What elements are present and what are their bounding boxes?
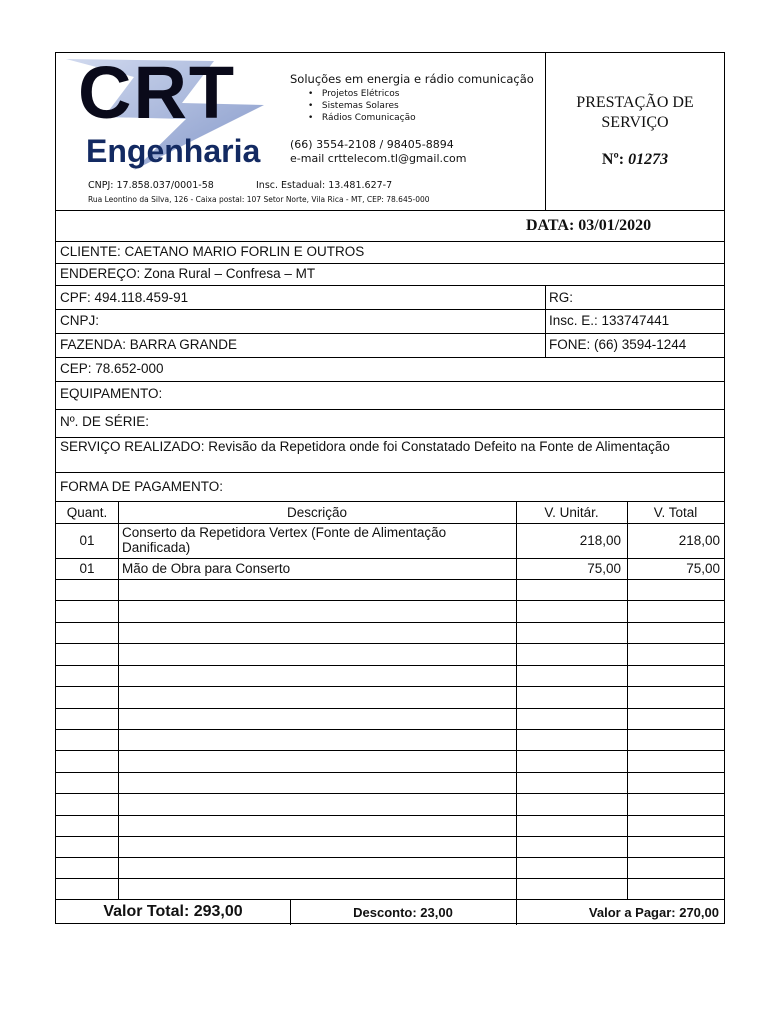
- client-fazenda: FAZENDA: BARRA GRANDE: [60, 337, 238, 352]
- row-line: [56, 309, 724, 310]
- row-line: [56, 333, 724, 334]
- service-bullet-1: • Projetos Elétricos: [308, 89, 400, 99]
- doc-number: [546, 151, 724, 169]
- row-line: [56, 409, 724, 410]
- company-tagline: Soluções em energia e rádio comunicação: [290, 72, 534, 86]
- company-email: e-mail crttelecom.tl@gmail.com: [290, 152, 467, 165]
- doc-title: [546, 93, 724, 133]
- valor-a-pagar: Valor a Pagar: 270,00: [588, 905, 719, 920]
- client-cnpj: CNPJ:: [60, 313, 100, 328]
- doc-title-line2: SERVIÇO: [601, 114, 669, 131]
- table-row-line: [56, 665, 724, 666]
- table-row-line: [56, 729, 724, 730]
- row-line: [56, 437, 724, 438]
- col-header-desc: Descrição: [286, 505, 348, 520]
- header-bottom-line: [56, 210, 724, 211]
- client-rg: RG:: [549, 290, 574, 305]
- table-row-line: [56, 815, 724, 816]
- row-unit: 218,00: [579, 533, 621, 548]
- row-line: [56, 285, 724, 286]
- company-cnpj: CNPJ: 17.858.037/0001-58: [88, 180, 214, 191]
- col-header-total: V. Total: [653, 505, 698, 520]
- table-row-line: [56, 750, 724, 751]
- row-line: [56, 241, 724, 242]
- table-row-line: [56, 579, 724, 580]
- table-row: [56, 558, 724, 579]
- client-address: ENDEREÇO: Zona Rural – Confresa – MT: [60, 266, 316, 281]
- row-line: [56, 263, 724, 264]
- client-name: CLIENTE: CAETANO MARIO FORLIN E OUTROS: [60, 244, 365, 259]
- row-desc: Mão de Obra para Conserto: [122, 561, 291, 576]
- doc-number-label: Nº:: [601, 151, 625, 168]
- client-fone: FONE: (66) 3594-1244: [549, 337, 687, 352]
- row-line: [56, 501, 724, 502]
- row-desc: Conserto da Repetidora Vertex (Fonte de Alimentação Danificada): [122, 525, 447, 555]
- table-row-line: [56, 878, 724, 879]
- table-row-line: [56, 622, 724, 623]
- service-bullet-2: • Sistemas Solares: [308, 101, 399, 111]
- client-pagamento: FORMA DE PAGAMENTO:: [60, 479, 224, 494]
- table-row-line: [56, 793, 724, 794]
- client-serie: Nº. DE SÉRIE:: [60, 414, 149, 429]
- doc-title-line1: PRESTAÇÃO DE: [576, 94, 694, 111]
- client-cep: CEP: 78.652-000: [60, 361, 164, 376]
- row-total: 75,00: [686, 561, 720, 576]
- logo-crt-text: CRT: [78, 51, 237, 134]
- service-bullet-3: • Rádios Comunicação: [308, 113, 416, 123]
- col-divider-desc: [516, 501, 517, 925]
- client-insc: Insc. E.: 133747441: [549, 313, 670, 328]
- service-form: [55, 52, 725, 924]
- col-divider-unit: [627, 501, 628, 899]
- doc-number-value: 01273: [628, 151, 669, 168]
- doc-date: DATA: 03/01/2020: [526, 217, 652, 234]
- company-insc-estadual: Insc. Estadual: 13.481.627-7: [256, 180, 393, 191]
- row-line: [56, 357, 724, 358]
- client-cpf: CPF: 494.118.459-91: [60, 290, 189, 305]
- table-totals-line: [56, 899, 724, 900]
- table-row-line: [56, 643, 724, 644]
- client-column-divider: [545, 285, 546, 357]
- table-row-line: [56, 857, 724, 858]
- table-row-line: [56, 708, 724, 709]
- client-equipamento: EQUIPAMENTO:: [60, 386, 163, 401]
- table-row-line: [56, 836, 724, 837]
- client-servico: SERVIÇO REALIZADO: Revisão da Repetidora onde foi Constatado Defeito na Fonte de Alimentação: [60, 439, 670, 454]
- desconto: Desconto: 23,00: [353, 905, 453, 920]
- row-line: [56, 472, 724, 473]
- col-header-unit: V. Unitár.: [544, 505, 599, 520]
- row-total: 218,00: [678, 533, 720, 548]
- company-address: Rua Leontino da Silva, 126 - Caixa postal: 107 Setor Norte, Vila Rica - MT, CEP: 78.645-000: [88, 195, 430, 204]
- table-row-line: [56, 772, 724, 773]
- col-divider-qty: [118, 501, 119, 899]
- row-qty: 01: [79, 561, 95, 576]
- company-phones: (66) 3554-2108 / 98405-8894: [290, 138, 454, 151]
- valor-total: Valor Total: 293,00: [103, 903, 243, 920]
- row-qty: 01: [79, 533, 95, 548]
- col-header-qty: Quant.: [66, 505, 108, 520]
- table-row-line: [56, 686, 724, 687]
- table-row: [56, 523, 724, 558]
- table-row-line: [56, 600, 724, 601]
- logo-engenharia-text: Engenharia: [86, 133, 261, 169]
- row-line: [56, 381, 724, 382]
- row-unit: 75,00: [587, 561, 621, 576]
